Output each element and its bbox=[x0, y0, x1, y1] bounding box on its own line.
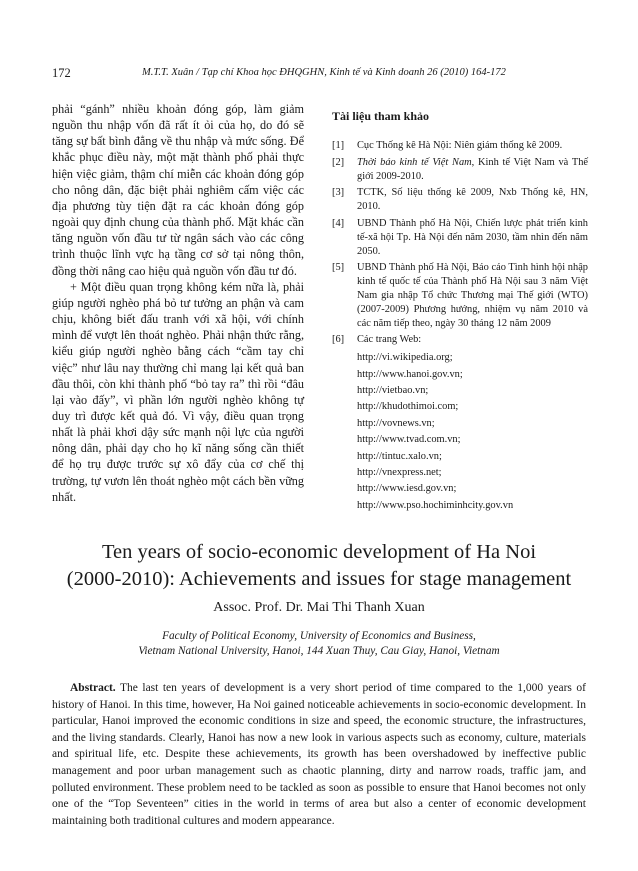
reference-text: Các trang Web: bbox=[357, 334, 422, 346]
reference-number: [6] bbox=[332, 334, 345, 346]
body-paragraph: + Một điều quan trọng không kém nữa là, phải giúp người nghèo phá bỏ tư tưởng an phận và cam chịu, không biết đấu tranh với xã hội, với chính mình để vượt lên thoát nghèo. Phải nhận thức rằng, kiểu giúp người nghèo bằng cách “cầm tay chỉ việc” như lâu nay thường chỉ mang lại kết quả ban đầu thôi, còn khi thành phố “bỏ tay ra” thì rồi “đâu lại vào đấy”, vì phần lớn người nghèo không tự duy trì được kết quả đó. Vì vậy, điều quan trọng nhất là phải khơi dậy sức mạnh nội lực của người nông dân, phải dạy cho họ kĩ năng sống cần thiết để họ trụ được trước sự xô đẩy của cơ chế thị trường, tự vươn lên thoát nghèo một cách bền vững nhất. bbox=[52, 279, 304, 504]
website-link[interactable]: http://www.pso.hochiminhcity.gov.vn bbox=[357, 499, 514, 511]
website-link[interactable]: http://www.tvad.com.vn; bbox=[357, 434, 461, 446]
reference-item bbox=[332, 217, 588, 258]
body-text-left-column bbox=[52, 101, 304, 505]
reference-number: [2] bbox=[332, 156, 345, 168]
reference-text bbox=[357, 156, 588, 184]
page-number: 172 bbox=[52, 66, 71, 80]
running-title: M.T.T. Xuân / Tạp chí Khoa học ĐHQGHN, Kinh tế và Kinh doanh 26 (2010) 164-172 bbox=[142, 67, 506, 78]
reference-italic-title: Thời báo kinh tế Việt Nam bbox=[357, 156, 472, 168]
body-paragraph: phải “gánh” nhiều khoản đóng góp, làm giảm nguồn thu nhập vốn đã rất ít ỏi của họ, do đó sẽ tăng sự bất bình đẳng về thu nhập và mức sống. Để khắc phục điều này, một mặt thành phố phải thực hiện việc giảm, thậm chí miễn các khoản đóng góp cho nông dân, đặc biệt phải nghiêm cấm việc các địa phương tùy tiện đặt ra các khoản đóng góp ngoài quy định chung của thành phố. Mặt khác cần tăng nguồn vốn đầu tư từ ngân sách vào các công trình thuộc lĩnh vực hạ tầng cơ sở tại nông thôn, đồng thời nâng cao hiệu quả nguồn vốn đầu tư đó. bbox=[52, 102, 304, 278]
english-title-line: Ten years of socio-economic development of Ha Noi bbox=[101, 541, 537, 563]
website-link[interactable]: http://vietbao.vn; bbox=[357, 384, 429, 396]
reference-item bbox=[332, 156, 588, 184]
website-link[interactable]: http://www.iesd.gov.vn; bbox=[357, 483, 457, 495]
affiliation-line: Faculty of Political Economy, University of Economics and Business, bbox=[162, 630, 476, 642]
website-link[interactable]: http://www.hanoi.gov.vn; bbox=[357, 368, 463, 380]
reference-item bbox=[332, 186, 588, 214]
website-link[interactable]: http://khudothimoi.com; bbox=[357, 401, 459, 413]
reference-number: [1] bbox=[332, 140, 345, 151]
abstract-text: The last ten years of development is a very short period of time compared to the 1,000 years of history of Hanoi. In this time, however, Ha Noi gained noticeable achievements in socio-economic development. In particular, Hanoi improved the economic conditions in size and speed, the economic structure, the infrastructures, and the living standards. Clearly, Hanoi has now a new look in various aspects such as economy, culture, materials and spiritual life, etc. Despite these achievements, its growth has been overshadowed by ineffective public management and poor urban management such as chaotic planning, dirty and narrow roads, traffic jam, and polluted environment. These problem need to be tackled as soon as possible to ensure that Hanoi becomes not only one of the “Top Seventeen” cities in the world in terms of area but also a center of economic development maintaining both traditional cultures and modern appearance. bbox=[52, 682, 586, 827]
reference-text-rest: , Kinh tế Việt Nam và Thế giới 2009-2010. bbox=[357, 156, 588, 182]
english-title-line: (2000-2010): Achievements and issues for stage management bbox=[66, 568, 572, 590]
reference-item bbox=[332, 139, 588, 153]
website-link[interactable]: http://tintuc.xalo.vn; bbox=[357, 450, 442, 462]
reference-item bbox=[332, 333, 588, 347]
reference-text: UBND Thành phố Hà Nội, Chiến lược phát triển kinh tế-xã hội Tp. Hà Nội đến năm 2030, tầm nhìn đến năm 2050. bbox=[357, 217, 588, 257]
website-link[interactable]: http://vi.wikipedia.org; bbox=[357, 352, 453, 364]
abstract bbox=[52, 680, 586, 829]
reference-number: [3] bbox=[332, 187, 345, 199]
website-link[interactable]: http://vnexpress.net; bbox=[357, 467, 442, 478]
website-link[interactable]: http://vovnews.vn; bbox=[357, 417, 435, 429]
page-header bbox=[52, 66, 586, 82]
abstract-label: Abstract. bbox=[70, 682, 116, 694]
reference-number: [5] bbox=[332, 262, 345, 274]
reference-item bbox=[332, 261, 588, 330]
references-title: Tài liệu tham khảo bbox=[332, 109, 430, 123]
author-affiliation bbox=[30, 629, 608, 659]
reference-text: Cục Thống kê Hà Nội: Niên giám thống kê 2009. bbox=[357, 140, 563, 151]
reference-list bbox=[332, 139, 588, 514]
references-section bbox=[332, 109, 588, 514]
website-list bbox=[357, 350, 588, 514]
reference-text: UBND Thành phố Hà Nội, Báo cáo Tình hình hội nhập kinh tế quốc tế của Thành phố Hà Nội sau 3 năm Việt Nam gia nhập Tổ chức Thương mại Thế giới (WTO) (2007-2009) Phương hướng, nhiệm vụ năm 2010 và các năm tiếp theo, ngày 30 tháng 12 năm 2009 bbox=[357, 262, 588, 329]
affiliation-line: Vietnam National University, Hanoi, 144 Xuan Thuy, Cau Giay, Hanoi, Vietnam bbox=[138, 645, 500, 657]
author-name: Assoc. Prof. Dr. Mai Thi Thanh Xuan bbox=[213, 600, 425, 615]
reference-text: TCTK, Số liệu thống kê 2009, Nxb Thống kê, HN, 2010. bbox=[357, 187, 588, 213]
english-title bbox=[30, 539, 608, 593]
reference-number: [4] bbox=[332, 217, 345, 229]
